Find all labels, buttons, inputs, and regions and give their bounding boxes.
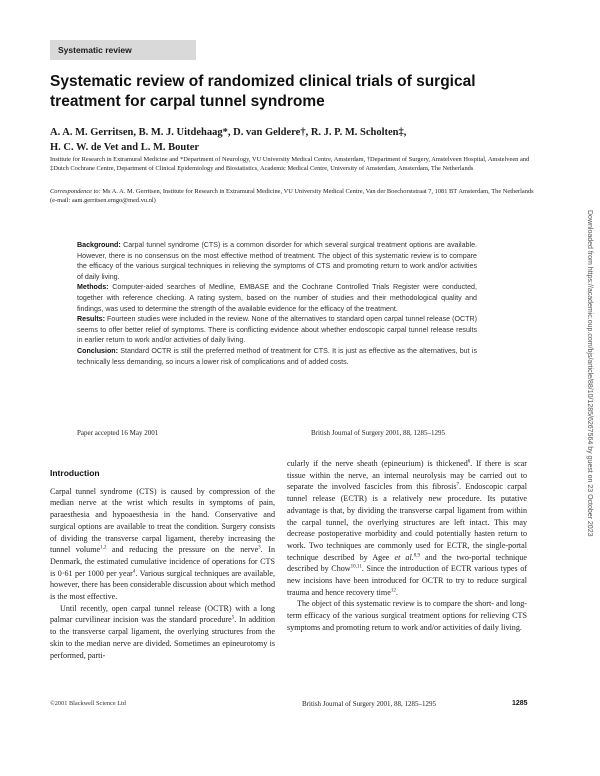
- citation: 1,2: [100, 545, 107, 551]
- journal-reference: British Journal of Surgery 2001, 88, 1285–1295: [311, 429, 446, 437]
- authors: [50, 126, 520, 155]
- authors-line-2: H. C. W. de Vet and L. M. Bouter: [50, 141, 200, 153]
- abstract-conclusion: [77, 346, 477, 367]
- right-paragraph-2: The object of this systematic review is to compare the short- and long-term efficacy of the various surgical treatment options for relieving CTS symptoms and promoting return to work and/or activities of daily living.: [287, 599, 527, 632]
- abstract-background: [77, 240, 477, 282]
- citation: 4: [132, 568, 136, 574]
- download-watermark-text: Downloaded from https://academic.oup.com/bjs/article/88/10/1285/6267564 by guest on 23 October 2023: [586, 210, 593, 537]
- citation: 3: [258, 545, 261, 551]
- right-column: [287, 458, 527, 634]
- methods-label: Methods:: [77, 283, 109, 292]
- left-column: [50, 468, 275, 661]
- abstract-methods: [77, 282, 477, 314]
- footer-copyright: ©2001 Blackwell Science Ltd: [50, 700, 126, 707]
- methods-text: Computer-aided searches of Medline, EMBASE and the Cochrane Controlled Trials Register were conducted, together with reference checking. A rating system, based on the number of studies and their methodological quality and findings, was used to determine the strength of the available evidence for the efficacy of the treatment.: [77, 283, 477, 313]
- correspondence-text: Ms A. A. M. Gerritsen, Institute for Research in Extramural Medicine, VU University Medical Centre, Van der Boechorststraat 7, 1081 BT Amsterdam, The Netherlands (e-mail: aam.gerritsen.emgo@med.vu.nl): [50, 188, 534, 204]
- results-text: Fourteen studies were included in the review. None of the alternatives to standard open carpal tunnel release (OCTR) seems to offer better relief of symptoms. There is conflicting evidence about whether endoscopic carpal tunnel release results in earlier return to work and/or activities of daily living.: [77, 315, 477, 345]
- citation: 12: [390, 588, 396, 594]
- citation: 5: [231, 615, 235, 621]
- background-label: Background:: [77, 241, 121, 249]
- authors-line-1: A. A. M. Gerritsen, B. M. J. Uitdehaag*, D. van Geldere†, R. J. P. M. Scholten‡,: [50, 127, 407, 138]
- right-paragraph-1: cularly if the nerve sheath (epineurium) is thickened$^6$. If there is scar tissue within the nerve, an internal neurolysis may be carried out to separate the involved fascicles from this fibrosis$^7$. Endoscopic carpal tunnel release (ECTR) is a relatively new procedure. Its putative advantage is that, by dividing the transverse carpal ligament from within the carpal tunnel, the overlying structures are left intact. This may decrease postoperative morbidity and could potentially hasten return to work. Two techniques are commonly used for ECTR, the single-portal technique described by Agee et al.$^{8,9}$ and the two-portal technique described by Chow$^{10,11}$. Since the introduction of ECTR various types of new incisions have been introduced for OCTR to try to reduce surgical trauma and hence recovery time$^{12}$.: [287, 459, 527, 597]
- conclusion-text: Standard OCTR is still the preferred method of treatment for CTS. It is just as effective as the alternatives, but is technically less demanding, so incurs a lower risk of complications and of added costs.: [77, 346, 477, 366]
- et-al: et al.: [394, 552, 414, 562]
- intro-paragraph-2: Until recently, open carpal tunnel release (OCTR) with a long palmar curvilinear incision was the standard procedure$^5$. In addition to the transverse carpal ligament, the overlying structures from the skin to the median nerve are divided. Sometimes an epineurotomy is performed, parti-: [50, 603, 276, 660]
- footer-journal: British Journal of Surgery 2001, 88, 1285–1295: [302, 700, 437, 708]
- background-text: Carpal tunnel syndrome (CTS) is a common disorder for which several surgical treatment options are available. However, there is no consensus on the most effective method of treatment. The object of this systematic review is to compare the efficacy of the various surgical techniques in relieving the symptoms of CTS and promoting return to work and/or activities of daily living.: [77, 241, 477, 281]
- abstract: [77, 240, 477, 367]
- abstract-results: [77, 314, 477, 346]
- correspondence-label: Correspondence to:: [50, 188, 101, 195]
- citation: 8,9: [413, 552, 420, 558]
- results-label: Results:: [77, 315, 105, 324]
- accepted-date: Paper accepted 16 May 2001: [77, 429, 159, 437]
- intro-paragraph-1: Carpal tunnel syndrome (CTS) is caused by compression of the median nerve at the wrist which results in symptoms of pain, paraesthesia and hypoaesthesia in the hand. Conservative and surgical options are available to treat the condition. Surgery consists of dividing the transverse carpal ligament, thereby increasing the tunnel volume$^{1,2}$ and reducing the pressure on the nerve$^3$. In Denmark, the estimated cumulative incidence of operations for CTS is 0·61 per 1000 per year$^4$. Various surgical techniques are available, however, there has been considerable discussion about which method is the most effective.: [50, 486, 276, 602]
- conclusion-label: Conclusion:: [77, 346, 118, 355]
- affiliation: Institute for Research in Extramural Medicine and *Department of Neurology, VU University Medical Centre, Amsterdam, †Department of Surgery, Amstelveen Hospital, Amstelveen and ‡Dutch Cochrane Centre, Department of Clinical Epidemiology and Biostatistics, Academic Medical Centre, University of Amsterdam, Amsterdam, The Netherlands: [50, 156, 530, 172]
- section-tag: Systematic review: [50, 40, 196, 60]
- correspondence: [50, 188, 542, 206]
- article-title: Systematic review of randomized clinical trials of surgical treatment for carpal tunnel syndrome: [50, 73, 476, 110]
- page-number: 1285: [512, 700, 528, 707]
- citation: 6: [467, 459, 471, 465]
- citation: 7: [456, 482, 460, 488]
- introduction-heading: Introduction: [50, 468, 100, 478]
- download-watermark: [585, 210, 593, 750]
- citation: 10,11: [350, 564, 362, 570]
